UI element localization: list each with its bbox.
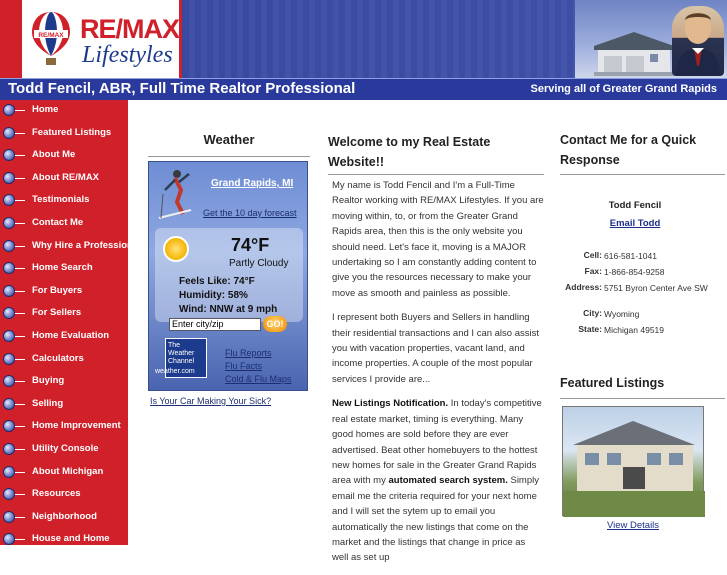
intro-paragraph: My name is Todd Fencil and I'm a Full-Time Realtor working with RE/MAX Lifestyles. If you are moving within, to, or from the Greater Grand Rapids area, then this is the only website you should need. Let's face it, moving is a MAJOR undertaking so I am constantly adding content to give you the resources necessary to make your move as smooth and painless as possible.: [332, 180, 544, 299]
sidebar-item-label[interactable]: Selling: [32, 397, 64, 409]
sidebar-item-label[interactable]: Calculators: [32, 352, 84, 364]
sidebar-item-label[interactable]: Home Search: [32, 262, 93, 274]
sidebar-item-testimonials[interactable]: [0, 190, 128, 212]
title-bar: [0, 78, 727, 100]
weather-heading: Weather: [203, 132, 255, 147]
state-label: State:: [578, 324, 602, 334]
sidebar-item-label[interactable]: Utility Console: [32, 443, 99, 454]
address-label: Address:: [565, 282, 602, 292]
weather-city-link[interactable]: Grand Rapids, MI: [211, 178, 294, 189]
sidebar-item-label[interactable]: About Michigan: [32, 465, 104, 477]
flu-reports-link[interactable]: Flu Reports: [225, 348, 272, 358]
sidebar-item-label[interactable]: About Me: [32, 149, 76, 161]
nav-line: [15, 359, 25, 360]
cell-label: Cell:: [583, 250, 602, 260]
bullet-icon: [3, 307, 15, 319]
sidebar-item-label[interactable]: For Sellers: [32, 307, 82, 319]
go-button[interactable]: GO!: [263, 316, 287, 332]
city-label: City:: [583, 308, 602, 318]
flu-facts-link[interactable]: Flu Facts: [225, 361, 263, 371]
nav-line: [15, 449, 25, 450]
bullet-icon: [3, 285, 15, 297]
nav-line: [15, 472, 25, 473]
nav-line: [15, 426, 25, 427]
nav-line: [15, 336, 25, 337]
bullet-icon: [3, 420, 15, 432]
house-image: [594, 28, 674, 76]
nav-line: [15, 133, 25, 134]
sidebar-item-label[interactable]: Buying: [32, 375, 65, 387]
sidebar-item-label[interactable]: Featured Listings: [32, 126, 112, 138]
sidebar-item-label[interactable]: Home: [32, 104, 59, 115]
sidebar-item-house-and-home[interactable]: [0, 529, 128, 551]
bullet-icon: [3, 217, 15, 229]
cell-value: 616-581-1041: [604, 251, 657, 261]
bullet-icon: [3, 240, 15, 252]
bullet-icon: [3, 330, 15, 342]
site-tagline: Serving all of Greater Grand Rapids: [530, 83, 717, 95]
nav-line: [15, 404, 25, 405]
sidebar-item-resources[interactable]: [0, 484, 128, 506]
sidebar-item-label[interactable]: For Buyers: [32, 284, 83, 296]
skier-image: [157, 168, 193, 222]
sidebar-item-contact-me[interactable]: [0, 213, 128, 235]
bullet-icon: [3, 443, 15, 455]
divider: [560, 174, 725, 175]
new-listings-bold: New Listings Notification.: [332, 398, 449, 410]
logo-red-bar: [0, 0, 22, 78]
nav-line: [15, 313, 25, 314]
sidebar-item-neighborhood[interactable]: [0, 507, 128, 529]
contact-heading: Contact Me for a Quick Response: [560, 133, 697, 167]
bullet-icon: [3, 466, 15, 478]
search-system-bold: automated search system.: [388, 475, 508, 487]
bullet-icon: [3, 488, 15, 500]
logo[interactable]: [0, 0, 182, 78]
logo-remax-text: RE/MAX: [80, 14, 180, 44]
bullet-icon: [3, 375, 15, 387]
sidebar-item-label[interactable]: Contact Me: [32, 217, 84, 228]
header-pattern: [183, 0, 575, 78]
listing-photo[interactable]: [562, 406, 704, 516]
nav-line: [15, 517, 25, 518]
balloon-icon: [30, 10, 72, 68]
bullet-icon: [3, 127, 15, 139]
listings-paragraph: [332, 396, 544, 565]
sidebar-item-label[interactable]: Home Evaluation: [32, 330, 110, 341]
welcome-heading: Welcome to my Real Estate Website!!: [328, 135, 491, 169]
bullet-icon: [3, 149, 15, 161]
sidebar-nav: [0, 100, 141, 545]
featured-listings-heading: Featured Listings: [560, 376, 665, 390]
divider: [148, 156, 310, 157]
contact-name: Todd Fencil: [608, 200, 662, 211]
weather-com-text: weather.com: [155, 368, 195, 375]
agent-portrait-art: [672, 6, 724, 76]
nav-line: [15, 246, 25, 247]
weather-channel-logo-text: The Weather Channel: [168, 342, 195, 365]
cold-flu-maps-link[interactable]: Cold & Flu Maps: [225, 374, 292, 384]
sidebar-item-home[interactable]: [0, 100, 128, 122]
bullet-icon: [3, 172, 15, 184]
view-details-link[interactable]: View Details: [606, 520, 660, 531]
fax-value: 1-866-854-9258: [604, 267, 665, 277]
contact-column: [560, 100, 727, 545]
sidebar-item-home-search[interactable]: [0, 258, 128, 280]
city-zip-input[interactable]: Enter city/zip: [169, 318, 261, 331]
main-column: [328, 100, 544, 564]
services-paragraph: I represent both Buyers and Sellers in handling their residential transactions and I can also assist you with vacation properties, vacant land, and income properties. A couple of the most popular services I provide are...: [332, 312, 539, 385]
sidebar-item-buying[interactable]: [0, 371, 128, 393]
city-value: Wyoming: [604, 309, 640, 319]
sidebar-item-utility-console[interactable]: [0, 439, 128, 461]
listing-house-image: [563, 407, 705, 517]
sidebar-item-label[interactable]: Neighborhood: [32, 510, 97, 522]
sidebar-item-why-hire[interactable]: [0, 236, 141, 258]
agent-portrait: [672, 6, 724, 76]
balloon-text: RE/MAX: [38, 32, 64, 39]
bullet-icon: [3, 398, 15, 410]
bullet-icon: [3, 104, 15, 116]
listings-text: In today's competitive real estate market, timing is everything. Many good homes are sold before they are ever advertised. Beat other homebuyers to the hottest new homes for sale in the Greater Grand Rapids area with my: [332, 398, 542, 487]
nav-line: [15, 178, 25, 179]
sidebar-item-label[interactable]: Home Improvement: [32, 420, 121, 432]
bullet-icon: [3, 194, 15, 206]
sidebar-item-label[interactable]: Why Hire a Professional: [32, 239, 141, 251]
wind: Wind: NNW at 9 mph: [179, 304, 278, 315]
condition: Partly Cloudy: [229, 258, 289, 269]
header-banner: [0, 0, 727, 78]
partly-cloudy-icon: [163, 236, 189, 262]
nav-line: [15, 539, 25, 540]
listings-text-end: Simply email me the criteria required for your next home and I will set the sytem up to email you automatically the new listings that come on the market and the listings that change in price as well as set up: [332, 475, 539, 564]
email-link[interactable]: Email Todd: [609, 218, 661, 229]
bullet-icon: [3, 511, 15, 523]
sidebar-item-calculators[interactable]: [0, 349, 128, 371]
nav-line: [15, 381, 25, 382]
car-sick-link[interactable]: Is Your Car Making Your Sick?: [150, 396, 272, 406]
temperature: 74°F: [231, 235, 270, 255]
bullet-icon: [3, 353, 15, 365]
nav-line: [15, 268, 25, 269]
weather-widget: [148, 161, 308, 391]
address-value: 5751 Byron Center Ave SW: [604, 283, 708, 293]
sidebar-item-selling[interactable]: [0, 394, 128, 416]
sidebar-item-for-buyers[interactable]: [0, 281, 128, 303]
sidebar-item-about-me[interactable]: [0, 145, 128, 167]
nav-line: [15, 223, 25, 224]
sidebar-item-label[interactable]: About RE/MAX: [32, 171, 100, 183]
sidebar-item-home-evaluation[interactable]: [0, 326, 128, 348]
sidebar-item-label[interactable]: House and Home: [32, 533, 110, 545]
sidebar-item-featured-listings[interactable]: [0, 123, 128, 145]
sidebar-item-about-michigan[interactable]: [0, 462, 128, 484]
humidity: Humidity: 58%: [179, 290, 248, 301]
nav-line: [15, 291, 25, 292]
nav-line: [15, 200, 25, 201]
forecast-link[interactable]: Get the 10 day forecast: [203, 208, 297, 218]
feels-like: Feels Like: 74°F: [179, 276, 255, 287]
sidebar-item-label[interactable]: Testimonials: [32, 194, 90, 206]
nav-line: [15, 110, 25, 111]
bullet-icon: [3, 533, 15, 545]
site-title: Todd Fencil, ABR, Full Time Realtor Professional: [8, 80, 356, 97]
logo-lifestyles-text: Lifestyles: [82, 42, 173, 68]
bullet-icon: [3, 262, 15, 274]
sidebar-item-about-remax[interactable]: [0, 168, 128, 190]
state-value: Michigan 49519: [604, 325, 665, 335]
sidebar-item-label[interactable]: Resources: [32, 488, 81, 500]
divider: [560, 398, 725, 399]
sidebar-item-home-improvement[interactable]: [0, 416, 128, 438]
fax-label: Fax:: [584, 266, 602, 276]
welcome-body: [332, 178, 544, 575]
divider: [328, 174, 544, 175]
nav-line: [15, 155, 25, 156]
sidebar-item-for-sellers[interactable]: [0, 303, 128, 325]
nav-line: [15, 494, 25, 495]
